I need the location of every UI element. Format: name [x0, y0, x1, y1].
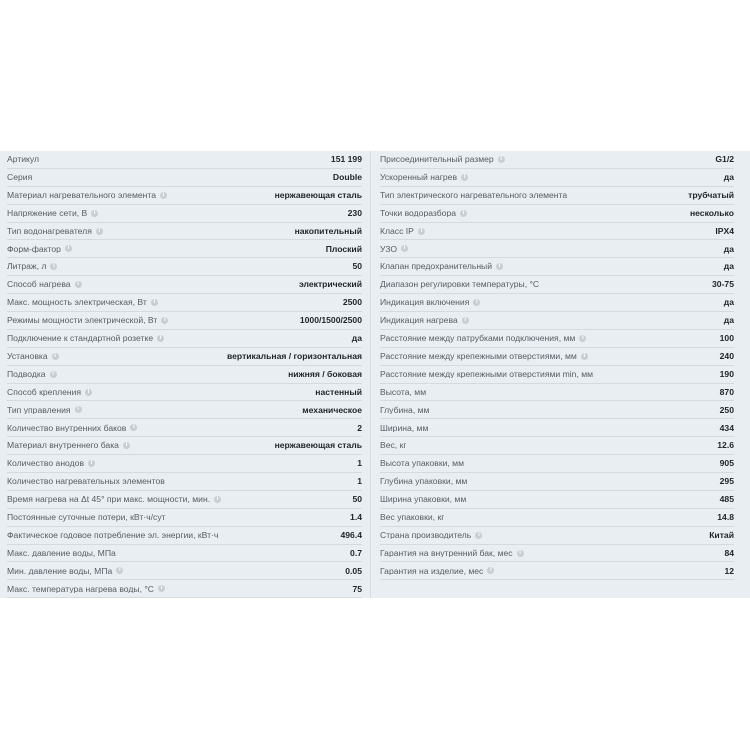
spec-label-text: Материал нагревательного элемента — [7, 190, 157, 200]
spec-value: 1 — [357, 476, 362, 487]
info-icon[interactable]: i — [130, 424, 137, 431]
spec-row — [7, 205, 362, 223]
spec-row — [380, 187, 734, 205]
spec-label — [7, 513, 166, 522]
spec-row — [7, 366, 362, 384]
spec-value: 14.8 — [717, 511, 734, 522]
spec-row — [380, 366, 734, 384]
spec-label — [7, 495, 221, 504]
spec-value: 496.4 — [340, 529, 362, 540]
spec-row — [380, 294, 734, 312]
spec-label-text: Ширина, мм — [380, 423, 429, 433]
spec-label-text: Литраж, л — [7, 262, 47, 272]
spec-label — [380, 549, 524, 558]
spec-row — [380, 527, 734, 545]
spec-value: 1000/1500/2500 — [299, 315, 362, 326]
spec-row — [380, 151, 734, 169]
info-icon[interactable]: i — [161, 317, 168, 324]
spec-value: 905 — [719, 458, 734, 469]
spec-label — [380, 298, 480, 307]
info-icon[interactable]: i — [579, 335, 586, 342]
spec-value: да — [723, 315, 734, 326]
spec-label-text: Тип электрического нагревательного элемента — [380, 190, 568, 200]
spec-label-text: Подводка — [7, 369, 46, 379]
spec-row — [380, 562, 734, 580]
spec-label — [7, 298, 158, 307]
spec-value: Китай — [709, 529, 734, 540]
spec-label — [7, 370, 57, 379]
spec-label — [380, 441, 406, 450]
spec-value: 1 — [357, 458, 362, 469]
spec-label — [380, 424, 428, 433]
spec-value: Double — [332, 172, 362, 183]
spec-value: 84 — [724, 547, 734, 558]
info-icon[interactable]: i — [151, 299, 158, 306]
spec-row — [380, 545, 734, 563]
spec-label-text: Индикация нагрева — [380, 316, 458, 325]
spec-label-text: Индикация включения — [380, 298, 470, 307]
spec-label-text: Гарантия на изделие, мес — [380, 566, 484, 576]
spec-label-text: Ширина упаковки, мм — [380, 495, 467, 504]
info-icon[interactable]: i — [498, 156, 505, 163]
info-icon[interactable]: i — [401, 245, 408, 252]
spec-label-text: Количество нагревательных элементов — [7, 477, 165, 486]
info-icon[interactable]: i — [473, 299, 480, 306]
spec-label-text: Макс. мощность электрическая, Вт — [7, 298, 147, 307]
spec-label — [380, 334, 586, 343]
info-icon[interactable]: i — [50, 263, 57, 270]
spec-label — [7, 549, 116, 558]
spec-value: 50 — [352, 261, 362, 272]
spec-value: 240 — [719, 350, 734, 361]
info-icon[interactable]: i — [461, 174, 468, 181]
info-icon[interactable]: i — [496, 263, 503, 270]
spec-row — [7, 312, 362, 330]
spec-label-text: Установка — [7, 351, 48, 361]
spec-label-text: Мин. давление воды, МПа — [7, 566, 113, 576]
info-icon[interactable]: i — [487, 567, 494, 574]
spec-label-text: Расстояние между крепежными отверстиями min, мм — [380, 369, 594, 379]
spec-row — [7, 545, 362, 563]
spec-label-text: Способ нагрева — [7, 280, 71, 289]
spec-value: нижняя / боковая — [288, 368, 362, 379]
spec-label — [380, 567, 494, 576]
spec-row — [7, 491, 362, 509]
spec-label — [7, 209, 98, 218]
info-icon[interactable]: i — [460, 210, 467, 217]
spec-label — [7, 441, 130, 450]
spec-value: 2500 — [342, 297, 362, 308]
spec-value: нержавеющая сталь — [274, 440, 362, 451]
spec-row — [380, 455, 734, 473]
spec-label-text: Клапан предохранительный — [380, 262, 493, 272]
spec-value: 295 — [719, 476, 734, 487]
spec-value: 485 — [719, 494, 734, 505]
info-icon[interactable]: i — [581, 353, 588, 360]
spec-value: да — [723, 243, 734, 254]
spec-value: 100 — [719, 333, 734, 344]
spec-row — [380, 473, 734, 491]
spec-row — [7, 240, 362, 258]
spec-value: трубчатый — [688, 189, 734, 200]
spec-label — [7, 155, 39, 164]
spec-label — [380, 495, 466, 504]
spec-value: G1/2 — [715, 154, 734, 165]
spec-row — [380, 258, 734, 276]
spec-row — [380, 223, 734, 241]
spec-label-text: Тип управления — [7, 405, 71, 415]
spec-label — [7, 262, 57, 271]
spec-value: настенный — [315, 386, 362, 397]
spec-value: да — [351, 333, 362, 344]
spec-row — [7, 294, 362, 312]
spec-label — [380, 388, 426, 397]
spec-value: электрический — [298, 279, 362, 290]
spec-value: механическое — [302, 404, 362, 415]
spec-label — [380, 352, 588, 361]
spec-label-text: УЗО — [380, 244, 398, 254]
spec-row — [7, 276, 362, 294]
spec-label-text: Вес, кг — [380, 441, 407, 450]
spec-row — [7, 419, 362, 437]
info-icon[interactable]: i — [214, 496, 221, 503]
spec-row — [380, 348, 734, 366]
spec-label — [7, 227, 103, 236]
spec-row — [380, 276, 734, 294]
spec-label — [380, 459, 464, 468]
spec-value: 190 — [719, 368, 734, 379]
spec-value: 250 — [719, 404, 734, 415]
spec-label — [7, 406, 82, 415]
spec-label-text: Макс. температура нагрева воды, °С — [7, 584, 154, 594]
spec-label — [7, 245, 72, 254]
spec-label — [380, 262, 503, 271]
spec-label — [7, 334, 164, 343]
info-icon[interactable]: i — [123, 442, 130, 449]
spec-row — [7, 223, 362, 241]
spec-label-text: Артикул — [7, 155, 40, 164]
spec-value: 434 — [719, 422, 734, 433]
spec-row — [7, 169, 362, 187]
spec-value: 30-75 — [712, 279, 734, 290]
spec-label-text: Форм-фактор — [7, 244, 61, 254]
info-icon[interactable]: i — [50, 371, 57, 378]
spec-column-left — [7, 151, 362, 598]
spec-value: 50 — [352, 494, 362, 505]
spec-label — [7, 388, 92, 397]
spec-label-text: Фактическое годовое потребление эл. энергии, кВт·ч — [7, 530, 219, 540]
spec-label — [380, 280, 539, 289]
spec-label — [380, 155, 505, 164]
spec-label-text: Способ крепления — [7, 387, 82, 397]
spec-label-text: Напряжение сети, В — [7, 208, 88, 218]
info-icon[interactable]: i — [157, 335, 164, 342]
info-icon[interactable]: i — [116, 567, 123, 574]
spec-label — [380, 191, 567, 200]
spec-row — [380, 437, 734, 455]
spec-label — [7, 173, 32, 182]
spec-label-text: Постоянные суточные потери, кВт·ч/сут — [7, 512, 166, 522]
info-icon[interactable]: i — [158, 585, 165, 592]
spec-label — [7, 191, 167, 200]
spec-label-text: Вес упаковки, кг — [380, 512, 445, 522]
spec-row — [380, 491, 734, 509]
spec-value: вертикальная / горизонтальная — [226, 350, 362, 361]
info-icon[interactable]: i — [88, 460, 95, 467]
spec-label-text: Присоединительный размер — [380, 155, 494, 164]
spec-row — [7, 258, 362, 276]
spec-label — [380, 531, 482, 540]
info-icon[interactable]: i — [96, 228, 103, 235]
info-icon[interactable]: i — [418, 228, 425, 235]
spec-row — [380, 401, 734, 419]
spec-row — [380, 205, 734, 223]
spec-label — [7, 459, 95, 468]
spec-row — [7, 562, 362, 580]
spec-row — [380, 384, 734, 402]
spec-value: накопительный — [294, 225, 362, 236]
info-icon[interactable]: i — [160, 192, 167, 199]
spec-label-text: Количество внутренних баков — [7, 423, 127, 433]
spec-value: 12 — [724, 565, 734, 576]
spec-label-text: Материал внутреннего бака — [7, 441, 119, 450]
spec-label-text: Страна производитель — [380, 530, 472, 540]
spec-label — [7, 531, 218, 540]
spec-label — [7, 352, 59, 361]
spec-row — [7, 151, 362, 169]
spec-label — [380, 209, 467, 218]
info-icon[interactable]: i — [517, 550, 524, 557]
spec-value: 230 — [347, 207, 362, 218]
spec-row — [380, 330, 734, 348]
spec-value: 1.4 — [350, 511, 362, 522]
spec-column-right — [380, 151, 734, 580]
spec-row — [380, 509, 734, 527]
spec-label-text: Высота, мм — [380, 387, 427, 397]
spec-row — [7, 330, 362, 348]
spec-value: 0.7 — [350, 547, 362, 558]
spec-label-text: Гарантия на внутренний бак, мес — [380, 548, 513, 558]
spec-label-text: Глубина упаковки, мм — [380, 477, 468, 486]
spec-label — [380, 370, 593, 379]
spec-label — [7, 316, 168, 325]
spec-label — [380, 406, 429, 415]
spec-label — [380, 245, 408, 254]
spec-value: 75 — [352, 583, 362, 594]
spec-label-text: Количество анодов — [7, 459, 85, 468]
spec-label — [380, 513, 444, 522]
spec-value: да — [723, 172, 734, 183]
spec-label — [7, 567, 123, 576]
spec-value: Плоский — [325, 243, 362, 254]
info-icon[interactable]: i — [462, 317, 469, 324]
spec-value: IPX4 — [715, 225, 734, 236]
spec-value: 151 199 — [330, 154, 362, 165]
spec-label — [7, 477, 165, 486]
spec-label — [380, 227, 425, 236]
spec-label-text: Диапазон регулировки температуры, °С — [380, 280, 540, 289]
spec-row — [380, 169, 734, 187]
spec-value: 0.05 — [345, 565, 362, 576]
spec-row — [7, 580, 362, 598]
column-divider — [370, 151, 371, 598]
spec-row — [380, 240, 734, 258]
spec-value: да — [723, 261, 734, 272]
spec-row — [7, 384, 362, 402]
spec-label-text: Время нагрева на Δt 45° при макс. мощности, мин. — [7, 495, 211, 504]
info-icon[interactable]: i — [85, 389, 92, 396]
spec-label-text: Класс IP — [380, 226, 414, 236]
spec-label-text: Серия — [7, 173, 33, 182]
spec-label — [380, 173, 468, 182]
spec-label — [380, 477, 467, 486]
info-icon[interactable]: i — [75, 281, 82, 288]
spec-row — [7, 437, 362, 455]
spec-row — [7, 348, 362, 366]
spec-label — [7, 585, 165, 594]
info-icon[interactable]: i — [52, 353, 59, 360]
spec-label-text: Подключение к стандартной розетке — [7, 334, 154, 343]
spec-row — [380, 312, 734, 330]
spec-value: 12.6 — [717, 440, 734, 451]
spec-row — [7, 509, 362, 527]
spec-value: да — [723, 297, 734, 308]
spec-row — [7, 401, 362, 419]
spec-value: нержавеющая сталь — [274, 189, 362, 200]
spec-label-text: Глубина, мм — [380, 405, 430, 415]
spec-label-text: Точки водоразбора — [380, 208, 457, 218]
spec-label — [7, 280, 82, 289]
spec-value: несколько — [689, 207, 734, 218]
spec-label-text: Ускоренный нагрев — [380, 173, 458, 182]
spec-label-text: Режимы мощности электрической, Вт — [7, 316, 158, 325]
spec-row — [7, 473, 362, 491]
info-icon[interactable]: i — [75, 406, 82, 413]
info-icon[interactable]: i — [91, 210, 98, 217]
spec-row — [7, 187, 362, 205]
info-icon[interactable]: i — [65, 245, 72, 252]
spec-label-text: Расстояние между патрубками подключения, мм — [380, 334, 576, 343]
spec-label-text: Высота упаковки, мм — [380, 459, 464, 468]
info-icon[interactable]: i — [475, 532, 482, 539]
spec-label — [7, 424, 137, 433]
spec-label-text: Расстояние между крепежными отверстиями, мм — [380, 351, 577, 361]
spec-label-text: Макс. давление воды, МПа — [7, 548, 116, 558]
spec-row — [380, 419, 734, 437]
spec-row — [7, 455, 362, 473]
spec-label — [380, 316, 469, 325]
spec-row — [7, 527, 362, 545]
spec-label-text: Тип водонагревателя — [7, 226, 92, 236]
spec-value: 870 — [719, 386, 734, 397]
spec-value: 2 — [357, 422, 362, 433]
